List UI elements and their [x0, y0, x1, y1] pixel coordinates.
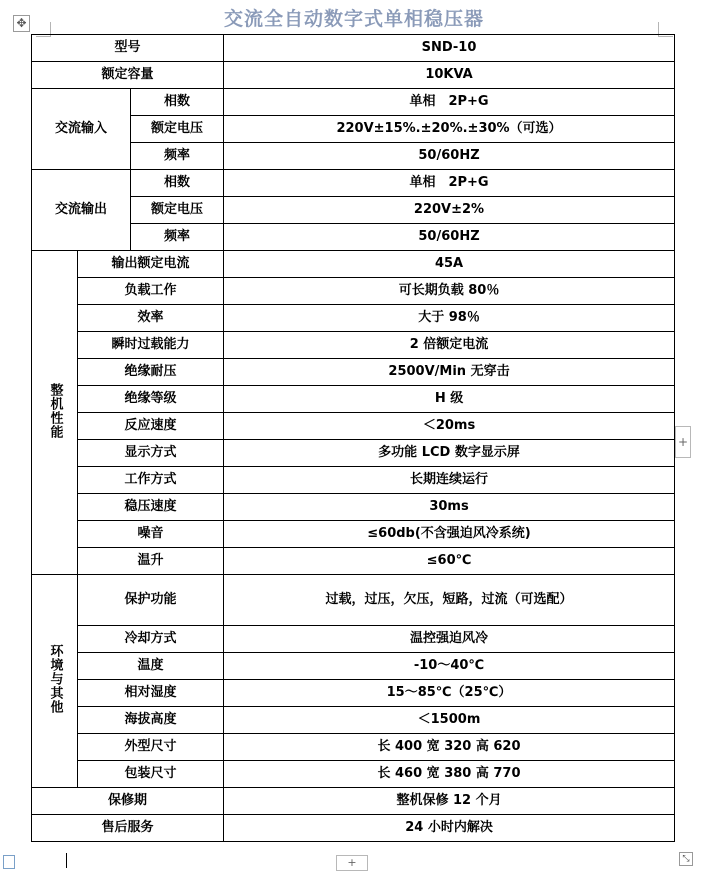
document-title: 交流全自动数字式单相稳压器 — [223, 8, 484, 30]
label-cell: 瞬时过载能力 — [78, 332, 224, 359]
value-cell: 整机保修 12 个月 — [224, 788, 675, 815]
value-cell: H 级 — [224, 386, 675, 413]
table-row — [32, 278, 675, 305]
label-cell: 显示方式 — [78, 440, 224, 467]
label-cell: 反应速度 — [78, 413, 224, 440]
label-cell: 效率 — [78, 305, 224, 332]
table-row — [32, 89, 675, 116]
table-row — [32, 440, 675, 467]
value-cell: 220V±2% — [224, 197, 675, 224]
table-row — [32, 548, 675, 575]
label-cell: 相对湿度 — [78, 680, 224, 707]
table-row — [32, 788, 675, 815]
table-row — [32, 35, 675, 62]
table-row — [32, 680, 675, 707]
value-cell: ≤60℃ — [224, 548, 675, 575]
table-row — [32, 62, 675, 89]
label-cell: 工作方式 — [78, 467, 224, 494]
group-cell-performance — [32, 251, 78, 575]
value-cell: ＜20ms — [224, 413, 675, 440]
table-row — [32, 626, 675, 653]
table-row — [32, 494, 675, 521]
value-cell: 大于 98％ — [224, 305, 675, 332]
spec-table — [31, 34, 675, 842]
label-cell: 温度 — [78, 653, 224, 680]
value-cell: 长 460 宽 380 高 770 — [224, 761, 675, 788]
value-cell: 45A — [224, 251, 675, 278]
label-cell: 保护功能 — [78, 575, 224, 626]
table-row — [32, 386, 675, 413]
table-row — [32, 761, 675, 788]
value-cell: 15～85℃（25℃） — [224, 680, 675, 707]
label-cell: 保修期 — [32, 788, 224, 815]
value-cell: 2500V/Min 无穿击 — [224, 359, 675, 386]
table-resize-icon[interactable]: ⤡ — [679, 852, 693, 866]
value-cell: 温控强迫风冷 — [224, 626, 675, 653]
value-cell: -10～40℃ — [224, 653, 675, 680]
table-row — [32, 575, 675, 626]
label-cell: 稳压速度 — [78, 494, 224, 521]
label-cell: 频率 — [131, 224, 224, 251]
group-cell-ac-output: 交流输出 — [32, 170, 131, 251]
label-cell: 包装尺寸 — [78, 761, 224, 788]
table-row — [32, 467, 675, 494]
table-row — [32, 332, 675, 359]
label-cell: 绝缘等级 — [78, 386, 224, 413]
label-cell: 冷却方式 — [78, 626, 224, 653]
label-cell: 额定电压 — [131, 197, 224, 224]
label-cell: 输出额定电流 — [78, 251, 224, 278]
value-cell: 长 400 宽 320 高 620 — [224, 734, 675, 761]
table-move-handle-icon[interactable]: ✥ — [13, 15, 30, 32]
table-row — [32, 707, 675, 734]
label-cell: 售后服务 — [32, 815, 224, 842]
value-cell: 50/60HZ — [224, 143, 675, 170]
table-row — [32, 305, 675, 332]
label-cell: 绝缘耐压 — [78, 359, 224, 386]
value-cell: 50/60HZ — [224, 224, 675, 251]
value-cell: 单相 2P+G — [224, 89, 675, 116]
label-cell: 海拔高度 — [78, 707, 224, 734]
value-cell: 单相 2P+G — [224, 170, 675, 197]
group-label-performance: 整机性能 — [47, 382, 63, 439]
value-cell: ≤60db(不含强迫风冷系统) — [224, 521, 675, 548]
group-cell-environment — [32, 575, 78, 788]
value-cell: 可长期负载 80％ — [224, 278, 675, 305]
table-row — [32, 413, 675, 440]
table-row — [32, 170, 675, 197]
text-cursor — [66, 853, 67, 868]
value-cell: 多功能 LCD 数字显示屏 — [224, 440, 675, 467]
table-row — [32, 653, 675, 680]
value-cell: 220V±15%.±20%.±30%（可选） — [224, 116, 675, 143]
label-cell: 相数 — [131, 89, 224, 116]
value-cell: 长期连续运行 — [224, 467, 675, 494]
value-cell: 24 小时内解决 — [224, 815, 675, 842]
label-cell: 负载工作 — [78, 278, 224, 305]
add-column-button[interactable]: + — [675, 426, 691, 458]
table-row — [32, 359, 675, 386]
page-icon — [3, 855, 15, 869]
label-cell: 噪音 — [78, 521, 224, 548]
value-cell: 过载，过压，欠压，短路，过流（可选配） — [224, 575, 675, 626]
add-row-button[interactable]: + — [336, 855, 368, 871]
label-cell: 外型尺寸 — [78, 734, 224, 761]
label-cell: 型号 — [32, 35, 224, 62]
label-cell: 额定容量 — [32, 62, 224, 89]
table-row — [32, 521, 675, 548]
table-row — [32, 734, 675, 761]
label-cell: 额定电压 — [131, 116, 224, 143]
label-cell: 相数 — [131, 170, 224, 197]
table-row — [32, 251, 675, 278]
value-cell: 10KVA — [224, 62, 675, 89]
label-cell: 温升 — [78, 548, 224, 575]
group-cell-ac-input: 交流输入 — [32, 89, 131, 170]
value-cell: ＜1500m — [224, 707, 675, 734]
value-cell: 30ms — [224, 494, 675, 521]
value-cell: 2 倍额定电流 — [224, 332, 675, 359]
group-label-environment: 环境与其他 — [47, 644, 63, 714]
table-row — [32, 815, 675, 842]
value-cell: SND-10 — [224, 35, 675, 62]
label-cell: 频率 — [131, 143, 224, 170]
